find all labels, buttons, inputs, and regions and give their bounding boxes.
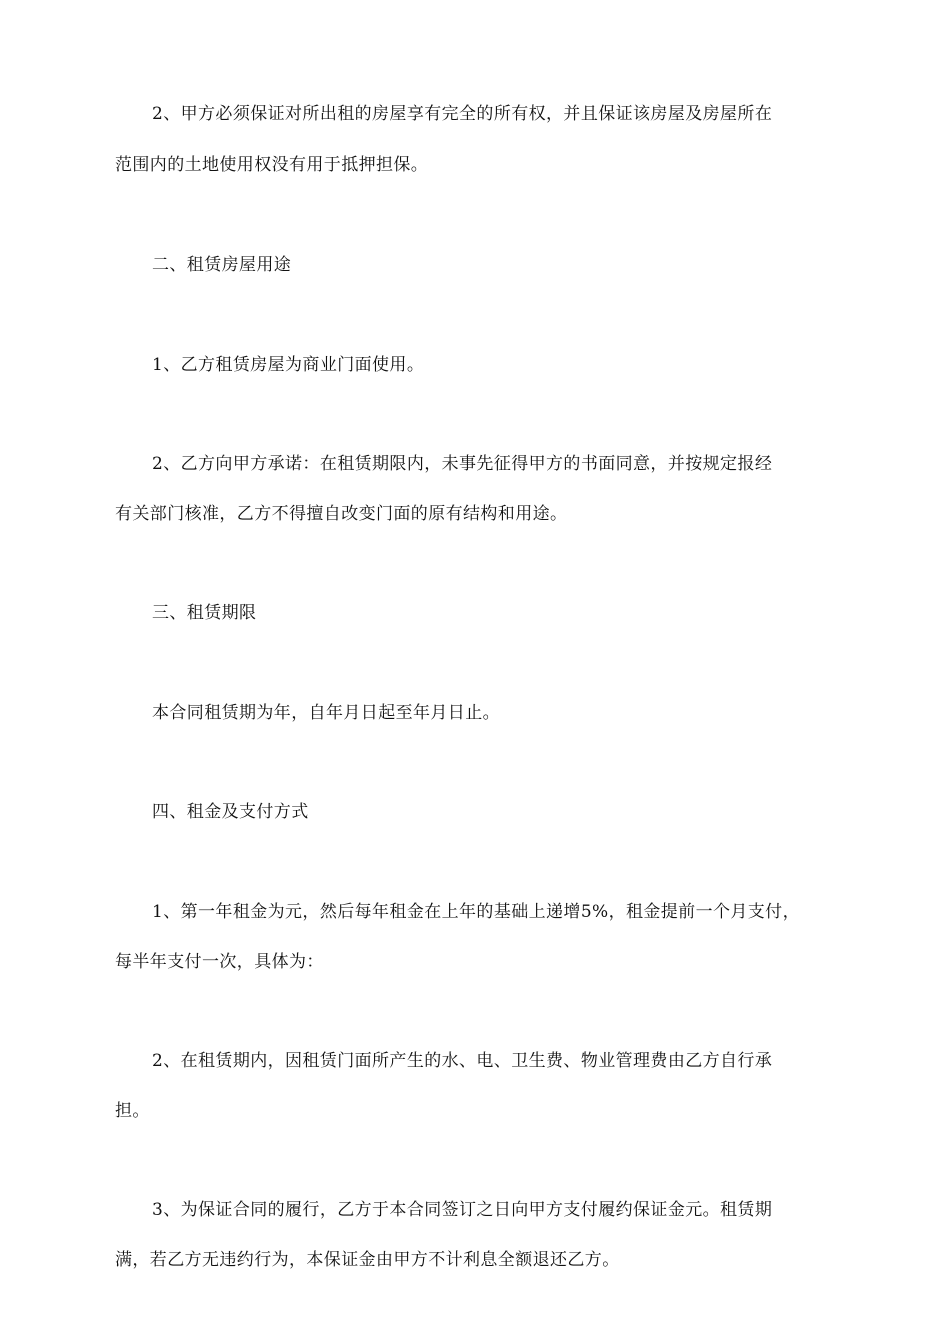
paragraph-rent-1-line-2: 每半年支付一次，具体为： (115, 952, 324, 972)
section-heading-use: 二、租赁房屋用途 (152, 255, 292, 275)
paragraph-term-1: 本合同租赁期为年，自年月日起至年月日止。 (152, 703, 500, 723)
section-heading-term: 三、租赁期限 (152, 603, 257, 623)
paragraph-rent-2-line-1: 2、在租赁期内，因租赁门面所产生的水、电、卫生费、物业管理费由乙方自行承 (152, 1051, 773, 1071)
paragraph-use-1: 1、乙方租赁房屋为商业门面使用。 (152, 355, 425, 375)
paragraph-rent-3-line-1: 3、为保证合同的履行，乙方于本合同签订之日向甲方支付履约保证金元。租赁期 (152, 1200, 773, 1220)
paragraph-use-2-line-2: 有关部门核准，乙方不得擅自改变门面的原有结构和用途。 (115, 504, 568, 524)
section-heading-rent: 四、租金及支付方式 (152, 802, 309, 822)
paragraph-rent-3-line-2: 满，若乙方无违约行为，本保证金由甲方不计利息全额退还乙方。 (115, 1250, 620, 1270)
paragraph-rent-1-line-1: 1、第一年租金为元，然后每年租金在上年的基础上递增5%，租金提前一个月支付， (152, 902, 800, 922)
paragraph-landlord-guarantee-line-2: 范围内的土地使用权没有用于抵押担保。 (115, 155, 429, 175)
paragraph-rent-2-line-2: 担。 (115, 1101, 150, 1121)
paragraph-use-2-line-1: 2、乙方向甲方承诺：在租赁期限内，未事先征得甲方的书面同意，并按规定报经 (152, 454, 773, 474)
paragraph-landlord-guarantee-line-1: 2、甲方必须保证对所出租的房屋享有完全的所有权，并且保证该房屋及房屋所在 (152, 104, 773, 124)
